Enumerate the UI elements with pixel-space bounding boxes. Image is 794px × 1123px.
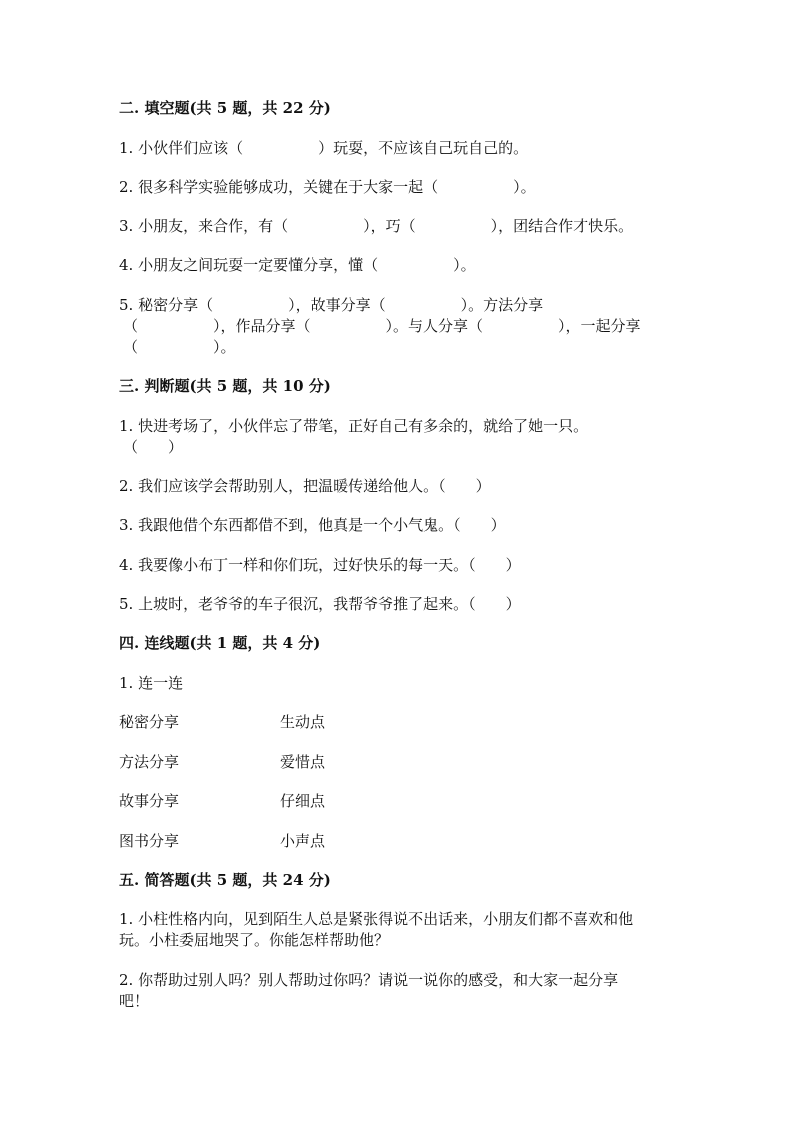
match-left-item: 方法分享: [119, 753, 180, 771]
match-right-item: 生动点: [280, 713, 326, 731]
match-question-1: 1. 连一连: [119, 674, 184, 692]
match-right-item: 仔细点: [280, 792, 326, 810]
section-match-heading: 四. 连线题(共 1 题，共 4 分): [119, 634, 321, 652]
short-question-2-line-2: 吧！: [119, 992, 150, 1010]
fill-question-5-line-1: 5. 秘密分享（ ），故事分享（ ）。方法分享: [119, 296, 544, 314]
short-question-1-line-2: 玩。小柱委屈地哭了。你能怎样帮助他？: [119, 931, 390, 949]
section-short-heading: 五. 简答题(共 5 题，共 24 分): [119, 871, 331, 889]
match-left-item: 故事分享: [119, 792, 180, 810]
judge-question-2: 2. 我们应该学会帮助别人，把温暖传递给他人。（ ）: [119, 477, 491, 495]
fill-question-1: 1. 小伙伴们应该（ ）玩耍，不应该自己玩自己的。: [119, 139, 529, 157]
fill-question-3: 3. 小朋友，来合作，有（ ），巧（ ），团结合作才快乐。: [119, 217, 634, 235]
judge-question-4: 4. 我要像小布丁一样和你们玩，过好快乐的每一天。（ ）: [119, 556, 521, 574]
fill-question-5-line-2: （ ），作品分享（ ）。与人分享（ ），一起分享: [123, 317, 641, 335]
match-right-item: 爱惜点: [280, 753, 326, 771]
match-left-item: 图书分享: [119, 832, 180, 850]
judge-question-5: 5. 上坡时，老爷爷的车子很沉，我帮爷爷推了起来。（ ）: [119, 595, 521, 613]
judge-question-3: 3. 我跟他借个东西都借不到，他真是一个小气鬼。（ ）: [119, 516, 506, 534]
short-question-2-line-1: 2. 你帮助过别人吗？别人帮助过你吗？请说一说你的感受，和大家一起分享: [119, 971, 619, 989]
fill-question-4: 4. 小朋友之间玩耍一定要懂分享，懂（ ）。: [119, 256, 476, 274]
fill-question-2: 2. 很多科学实验能够成功，关键在于大家一起（ ）。: [119, 178, 536, 196]
short-question-1-line-1: 1. 小柱性格内向，见到陌生人总是紧张得说不出话来，小朋友们都不喜欢和他: [119, 910, 634, 928]
match-left-item: 秘密分享: [119, 713, 180, 731]
judge-question-1-line-2: （ ）: [123, 438, 184, 456]
section-judge-heading: 三. 判断题(共 5 题，共 10 分): [119, 377, 331, 395]
section-fill-heading: 二. 填空题(共 5 题，共 22 分): [119, 99, 331, 117]
fill-question-5-line-3: （ ）。: [123, 338, 236, 356]
match-right-item: 小声点: [280, 832, 326, 850]
judge-question-1-line-1: 1. 快进考场了，小伙伴忘了带笔，正好自己有多余的，就给了她一只。: [119, 417, 589, 435]
